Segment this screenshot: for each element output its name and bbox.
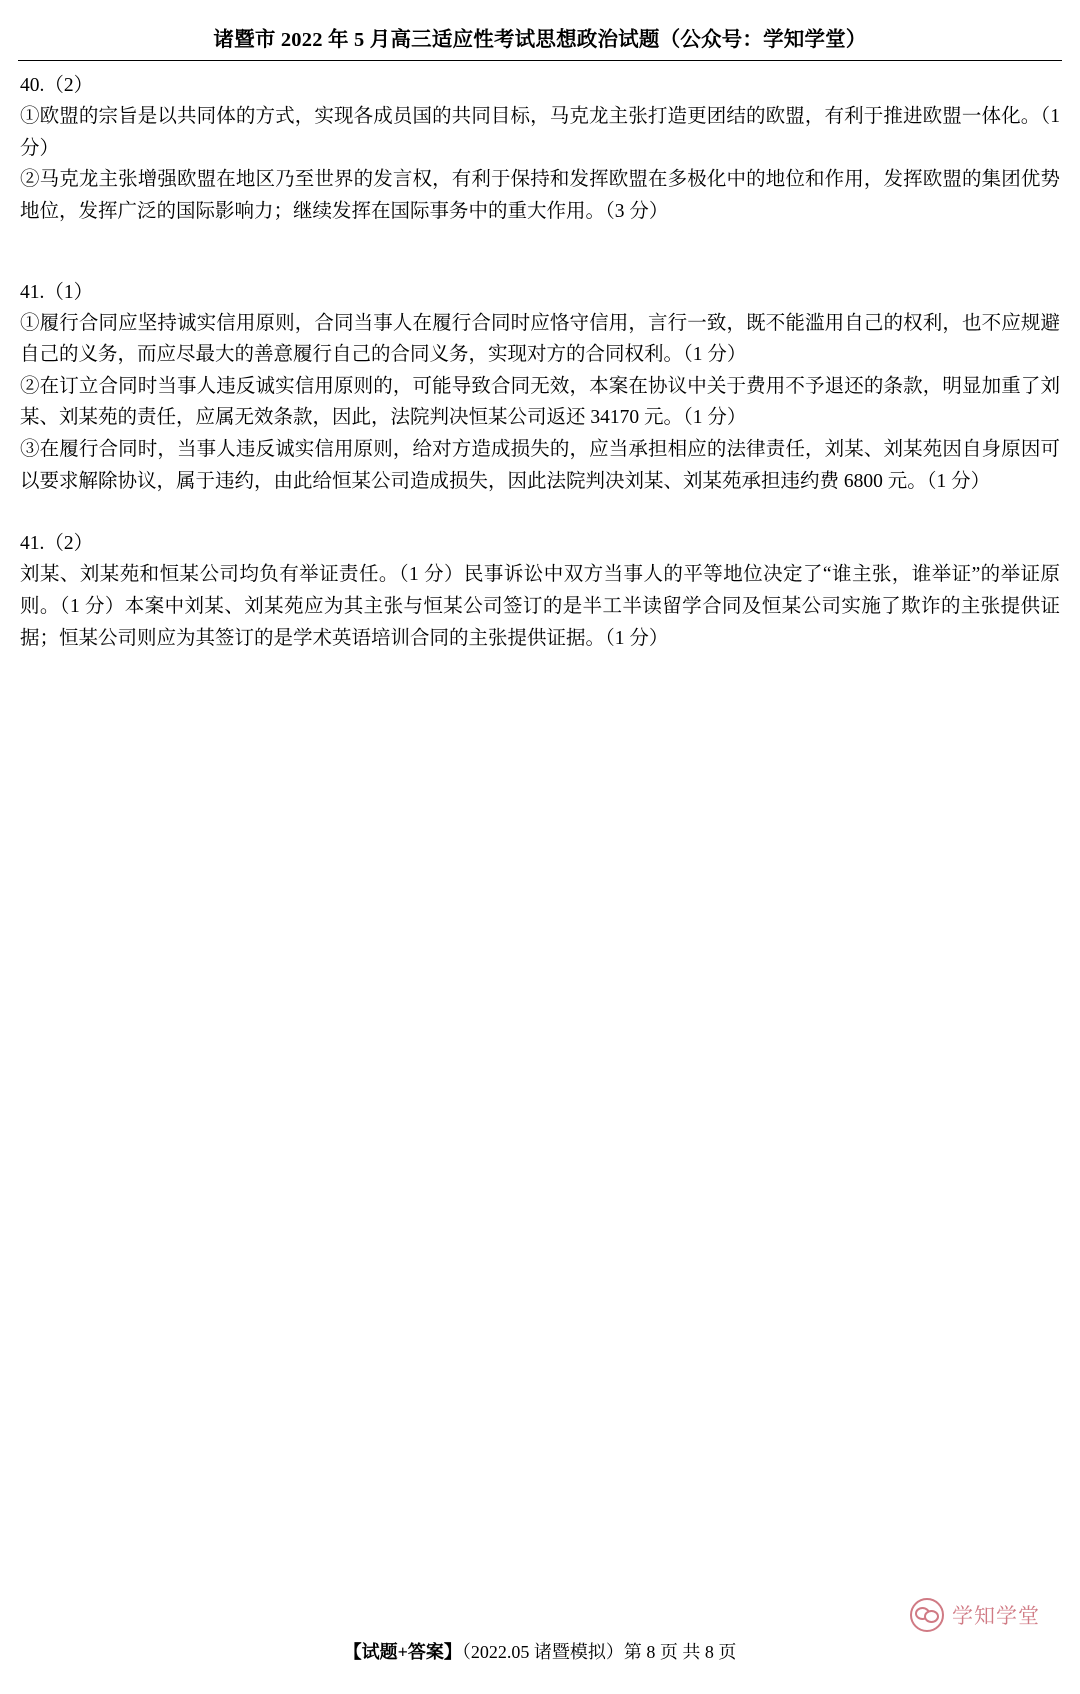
watermark [910, 1598, 1040, 1632]
question-41-2-item-1: 刘某、刘某苑和恒某公司均负有举证责任。（1 分）民事诉讼中双方当事人的平等地位决定了“谁主张，谁举证”的举证原则。（1 分）本案中刘某、刘某苑应为其主张与恒某公司签订的是半工半读留学合同及恒某公司实施了欺诈的主张提供证据；恒某公司则应为其签订的是学术英语培训合同的主张提供证据。（1 分） [20, 564, 1060, 649]
question-41-1-block [20, 278, 1060, 498]
question-40-2-item-2: ②马克龙主张增强欧盟在地区乃至世界的发言权，有利于保持和发挥欧盟在多极化中的地位和作用，发挥欧盟的集团优势地位，发挥广泛的国际影响力；继续发挥在国际事务中的重大作用。（3 分） [20, 169, 1060, 222]
question-40-2-block [20, 71, 1060, 228]
footer-prefix: 【试题+答案】 [343, 1642, 462, 1662]
answer-content [18, 71, 1062, 654]
section-spacer-2 [20, 497, 1060, 527]
question-41-2-label: 41.（2） [20, 533, 94, 555]
question-41-1-label: 41.（1） [20, 281, 94, 303]
watermark-label: 学知学堂 [952, 1604, 1040, 1628]
question-40-2-item-1: ①欧盟的宗旨是以共同体的方式，实现各成员国的共同目标，马克龙主张打造更团结的欧盟，有利于推进欧盟一体化。（1 分） [20, 106, 1060, 159]
question-41-2-block [20, 529, 1060, 654]
footer-text: （2022.05 诸暨模拟）第 8 页 共 8 页 [461, 1642, 737, 1662]
question-41-1-item-2: ②在订立合同时当事人违反诚实信用原则的，可能导致合同无效，本案在协议中关于费用不予退还的条款，明显加重了刘某、刘某苑的责任，应属无效条款，因此，法院判决恒某公司返还 34170 元。（1 分） [20, 375, 1060, 429]
header-divider [18, 60, 1062, 61]
section-spacer [20, 228, 1060, 276]
page-footer [0, 1638, 1080, 1664]
question-41-1-item-3: ③在履行合同时，当事人违反诚实信用原则，给对方造成损失的，应当承担相应的法律责任，刘某、刘某苑因自身原因可以要求解除协议，属于违约，由此给恒某公司造成损失，因此法院判决刘某、刘某苑承担违约费 6800 元。（1 分） [20, 439, 1060, 492]
wechat-logo-icon [910, 1598, 944, 1632]
question-40-2-label: 40.（2） [20, 75, 94, 96]
page-title: 诸暨市 2022 年 5 月高三适应性考试思想政治试题（公众号：学知学堂） [213, 29, 867, 51]
question-41-1-item-1: ①履行合同应坚持诚实信用原则，合同当事人在履行合同时应恪守信用，言行一致，既不能滥用自己的权利，也不应规避自己的义务，而应尽最大的善意履行自己的合同义务，实现对方的合同权利。（1 分） [20, 312, 1060, 366]
